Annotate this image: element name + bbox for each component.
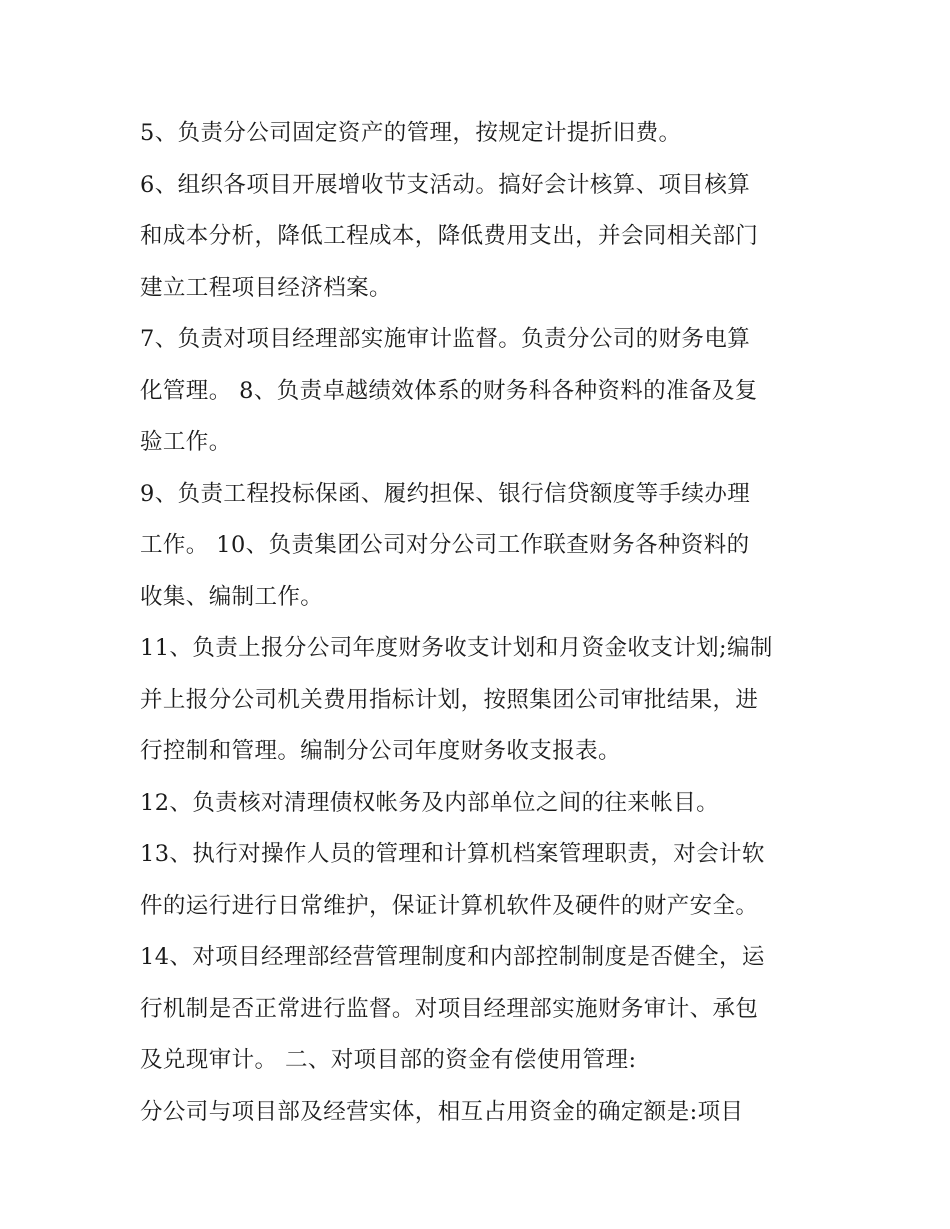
text-line: 行控制和管理。编制分公司年度财务收支报表。 — [140, 738, 621, 764]
text-line: 行机制是否正常进行监督。对项目经理部实施财务审计、承包 — [140, 995, 759, 1022]
text-line: 7、负责对项目经理部实施审计监督。负责分公司的财务电算 — [140, 326, 751, 352]
text-line: 化管理。 8、负责卓越绩效体系的财务科各种资料的准备及复 — [140, 377, 758, 404]
text-line: 分公司与项目部及经营实体，相互占用资金的确定额是:项目 — [140, 1098, 744, 1125]
text-line: 12、负责核对清理债权帐务及内部单位之间的往来帐目。 — [140, 789, 720, 816]
text-line: 11、负责上报分公司年度财务收支计划和月资金收支计划;编制 — [140, 635, 773, 661]
text-line: 验工作。 — [140, 429, 232, 455]
document-body — [140, 108, 820, 1138]
text-line: 件的运行进行日常维护，保证计算机软件及硬件的财产安全。 — [140, 892, 759, 919]
text-line: 工作。 10、负责集团公司对分公司工作联查财务各种资料的 — [140, 532, 750, 558]
text-line: 13、执行对操作人员的管理和计算机档案管理职责，对会计软 — [140, 841, 765, 867]
text-line: 建立工程项目经济档案。 — [140, 274, 392, 301]
text-line: 9、负责工程投标保函、履约担保、银行信贷额度等手续办理 — [140, 480, 751, 507]
text-line: 及兑现审计。 二、对项目部的资金有偿使用管理: — [140, 1047, 637, 1073]
text-line: 收集、编制工作。 — [140, 583, 324, 610]
text-line: 14、对项目经理部经营管理制度和内部控制制度是否健全，运 — [140, 944, 765, 970]
text-line: 并上报分公司机关费用指标计划，按照集团公司审批结果，进 — [140, 686, 759, 713]
text-line: 和成本分析，降低工程成本，降低费用支出，并会同相关部门 — [140, 223, 759, 249]
text-line: 5、负责分公司固定资产的管理，按规定计提折旧费。 — [140, 120, 682, 146]
text-line: 6、组织各项目开展增收节支活动。搞好会计核算、项目核算 — [140, 171, 751, 198]
